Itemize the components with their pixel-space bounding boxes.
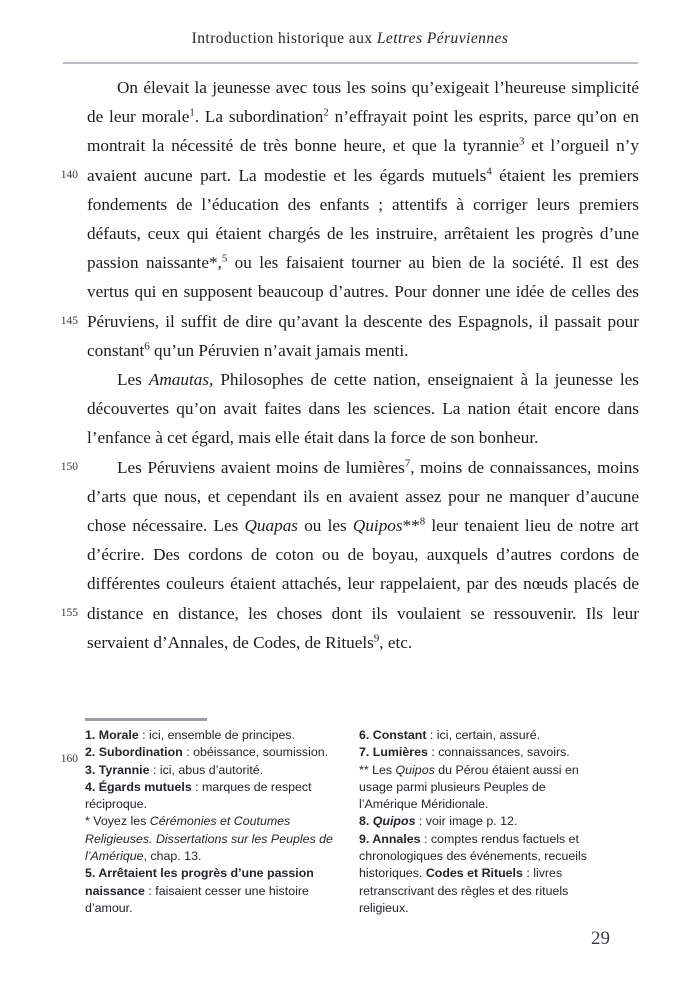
footnote-text: : comptes rendus factuels et chronologiques des événements, recueils historiques.	[359, 831, 587, 881]
footnote-text: : ici, ensemble de principes.	[138, 728, 296, 742]
paragraph-text: qu’un Péruvien n’avait jamais menti.	[149, 340, 409, 360]
footnote-lemma: 7. Lumières	[359, 745, 428, 760]
body-paragraph	[87, 73, 639, 365]
footnote-lemma: 8.	[359, 814, 373, 829]
footnote-item	[85, 865, 333, 917]
running-head-title: Lettres Péruviennes	[376, 30, 509, 47]
footnote-text: : obéissance, soumission.	[182, 745, 329, 760]
header-rule	[63, 62, 638, 64]
footnote-lemma: 3. Tyrannie	[85, 762, 150, 777]
paragraph-text: ou les	[297, 516, 353, 536]
footnote-item	[85, 813, 333, 865]
footnote-lemma: 6. Constant	[359, 728, 427, 742]
paragraph-text: leur tenaient lieu de notre art d’écrire. Des cordons de coton ou de boyau, auxquels d’autres cordons de différentes couleurs étaient attachés, leur rappelaient, par des nœuds placés de distance en distance, les choses dont ils voulaient se ressouvenir. Ils leur servaient d’Annales, de Codes, de Rituels	[87, 516, 640, 652]
footnote-item	[85, 762, 333, 779]
footnote-italic-text: Cérémonies et Coutumes Religieuses. Dissertations sur les Peuples de l’Amérique	[85, 814, 333, 864]
paragraph-text: , moins de connaissances, moins d’arts que nous, et cependant ils en avaient assez pour ne manquer d’aucune chose nécessaire. Les	[87, 457, 640, 536]
footnote-item	[85, 744, 333, 761]
footnotes-area	[85, 727, 625, 917]
page-number: 29	[591, 928, 610, 949]
paragraph-footnote-marker: 5	[221, 252, 228, 265]
footnote-text: : ici, abus d’autorité.	[149, 762, 264, 777]
footnote-text: : voir image p. 12.	[415, 814, 518, 829]
footnote-text: : livres retranscrivant des règles et des rituels religieux.	[359, 866, 569, 915]
body-paragraph	[87, 365, 639, 453]
footnote-text: : marques de respect réciproque.	[85, 779, 312, 812]
footnotes-left-column	[85, 727, 333, 917]
line-number: 160	[60, 752, 78, 765]
running-head-prefix: Introduction historique aux	[191, 30, 377, 47]
paragraph-text: n’effrayait point les esprits, parce qu’on en montrait la nécessité de très bonne heure, et que la tyrannie	[87, 107, 639, 156]
footnote-text: du Pérou étaient aussi en usage parmi plusieurs Peuples de l’Amérique Méridionale.	[359, 762, 579, 812]
footnote-separator-rule	[85, 718, 207, 721]
paragraph-footnote-marker: 6	[144, 340, 150, 353]
footnote-lemma: 5. Arrêtaient les progrès d’une passion naissance	[85, 866, 314, 898]
paragraph-footnote-marker: 8	[419, 515, 426, 528]
footnote-item	[359, 727, 607, 744]
footnote-text: : connaissances, savoirs.	[427, 745, 570, 760]
body-paragraph	[87, 453, 639, 657]
paragraph-footnote-marker: 9	[373, 632, 380, 645]
paragraph-text: Les	[117, 370, 149, 390]
paragraph-footnote-marker: 7	[404, 456, 411, 469]
footnote-lemma: Quipos	[372, 814, 416, 829]
footnote-lemma: Codes et Rituels	[425, 866, 523, 881]
paragraph-text: ou les faisaient tourner au bien de la société. Il est des vertus qui en supposent beaucoup d’autres. Pour donner une idée de celles des Péruviens, il suffit de dire qu’avant la descente des Espagnols, il passait pour constant	[87, 253, 639, 360]
footnote-item	[359, 831, 607, 917]
line-number: 140	[60, 168, 78, 181]
footnote-lemma: 9. Annales	[359, 831, 421, 846]
line-number: 155	[60, 606, 78, 619]
footnote-lemma: 1. Morale	[85, 728, 139, 742]
paragraph-footnote-marker: 1	[189, 106, 195, 119]
footnote-item	[359, 744, 607, 761]
body-text	[87, 73, 639, 657]
footnote-lemma: 2. Subordination	[85, 745, 183, 760]
paragraph-text: , etc.	[379, 632, 413, 652]
paragraph-text: Les Péruviens avaient moins de lumières	[117, 457, 405, 477]
paragraph-text: On élevait la jeunesse avec tous les soins qu’exigeait l’heureuse simplicité de leur morale	[87, 78, 639, 127]
footnote-lemma: 4. Égards mutuels	[85, 779, 192, 794]
footnote-item	[359, 813, 607, 830]
paragraph-text: et l’orgueil n’y avaient aucune part. La modestie et les égards mutuels	[87, 136, 639, 185]
footnote-item	[85, 779, 333, 814]
paragraph-footnote-marker: 2	[323, 106, 329, 119]
paragraph-footnote-marker: 3	[519, 135, 525, 148]
running-head	[78, 30, 622, 48]
footnote-text: ** Les	[359, 762, 396, 777]
paragraph-text: étaient les premiers fondements de l’éducation des enfants ; attentifs à corriger leurs premiers défauts, ceux qui étaient chargés de les instruire, arrêtaient les progrès d’une passion naissante*,	[87, 165, 639, 273]
footnote-text: , chap. 13.	[143, 849, 202, 864]
footnote-text: : ici, certain, assuré.	[426, 728, 541, 742]
paragraph-italic-text: Quipos	[352, 516, 403, 536]
footnote-italic-text: Quipos	[395, 762, 435, 777]
line-number: 145	[60, 314, 78, 327]
footnote-text: : faisaient cesser une histoire d’amour.	[85, 883, 309, 915]
footnotes-right-column	[359, 727, 607, 917]
paragraph-footnote-marker: 4	[486, 164, 492, 177]
paragraph-italic-text: Amautas,	[148, 370, 214, 390]
footnote-item	[359, 762, 607, 814]
paragraph-text: **	[402, 516, 420, 536]
paragraph-text: Philosophes de cette nation, enseignaient à la jeunesse les découvertes qu’on avait faites dans les sciences. La nation était encore dans l’enfance à cet égard, mais elle était dans la force de son bonheur.	[87, 370, 639, 448]
footnote-text: * Voyez les	[85, 814, 150, 829]
paragraph-italic-text: Quapas	[244, 516, 298, 536]
footnote-item	[85, 727, 333, 744]
paragraph-text: . La subordination	[194, 107, 324, 127]
line-number: 150	[60, 460, 78, 473]
